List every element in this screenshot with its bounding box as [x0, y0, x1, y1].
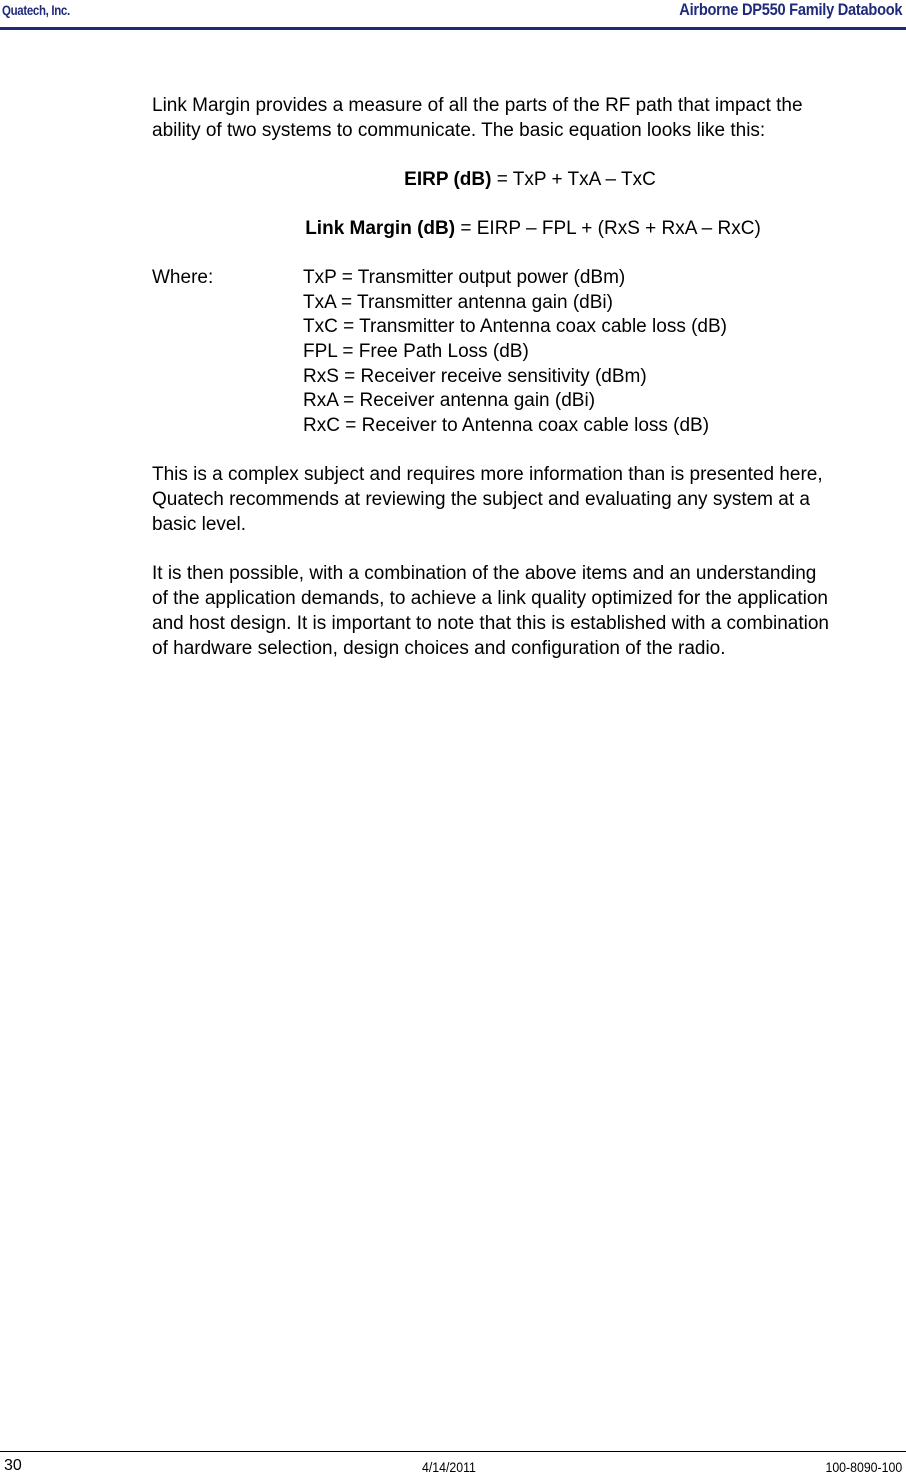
definition-list: [303, 265, 902, 438]
document-title: Airborne DP550 Family Databook: [678, 0, 902, 19]
link-margin-expression: = EIRP – FPL + (RxS + RxA – RxC): [455, 218, 761, 239]
eirp-label: EIRP (dB): [404, 169, 492, 190]
document-number: 100-8090-100: [825, 1459, 902, 1475]
page-number: 30: [4, 1457, 22, 1474]
paragraph-3-line-3: and host design. It is important to note that this is established with a combination: [152, 612, 829, 634]
intro-line-1: Link Margin provides a measure of all the parts of the RF path that impact the: [152, 95, 803, 116]
paragraph-3-line-4: of hardware selection, design choices and configuration of the radio.: [152, 637, 726, 659]
paragraph-2-line-2: Quatech recommends at reviewing the subject and evaluating any system at a: [152, 488, 810, 510]
where-label: Where:: [152, 267, 214, 288]
page-content: [152, 93, 902, 661]
eirp-expression: = TxP + TxA – TxC: [491, 169, 656, 190]
definitions-block: [152, 265, 902, 438]
footer-date: 4/14/2011: [422, 1459, 476, 1475]
definition-item: TxC = Transmitter to Antenna coax cable loss (dB): [303, 316, 727, 338]
definition-item: TxP = Transmitter output power (dBm): [303, 267, 626, 288]
intro-line-2: ability of two systems to communicate. The basic equation looks like this:: [152, 120, 766, 141]
paragraph-2-line-1: This is a complex subject and requires more information than is presented here,: [152, 463, 823, 485]
definition-item: FPL = Free Path Loss (dB): [303, 341, 529, 363]
footer-divider: [0, 1451, 906, 1452]
paragraph-2-line-3: basic level.: [152, 513, 246, 535]
company-name: Quatech, Inc.: [2, 2, 70, 18]
paragraph-3-line-2: of the application demands, to achieve a link quality optimized for the application: [152, 587, 828, 609]
header-divider: [0, 27, 906, 30]
eirp-equation: [152, 167, 902, 192]
definition-item: RxC = Receiver to Antenna coax cable loss (dB): [303, 415, 710, 437]
link-margin-label: Link Margin (dB): [305, 218, 456, 239]
definition-item: TxA = Transmitter antenna gain (dBi): [303, 291, 613, 313]
page-header: [0, 0, 906, 31]
definition-item: RxS = Receiver receive sensitivity (dBm): [303, 365, 647, 387]
link-margin-equation: [152, 216, 902, 241]
definition-item: RxA = Receiver antenna gain (dBi): [303, 390, 596, 412]
paragraph-3-line-1: It is then possible, with a combination of the above items and an understanding: [152, 562, 817, 584]
